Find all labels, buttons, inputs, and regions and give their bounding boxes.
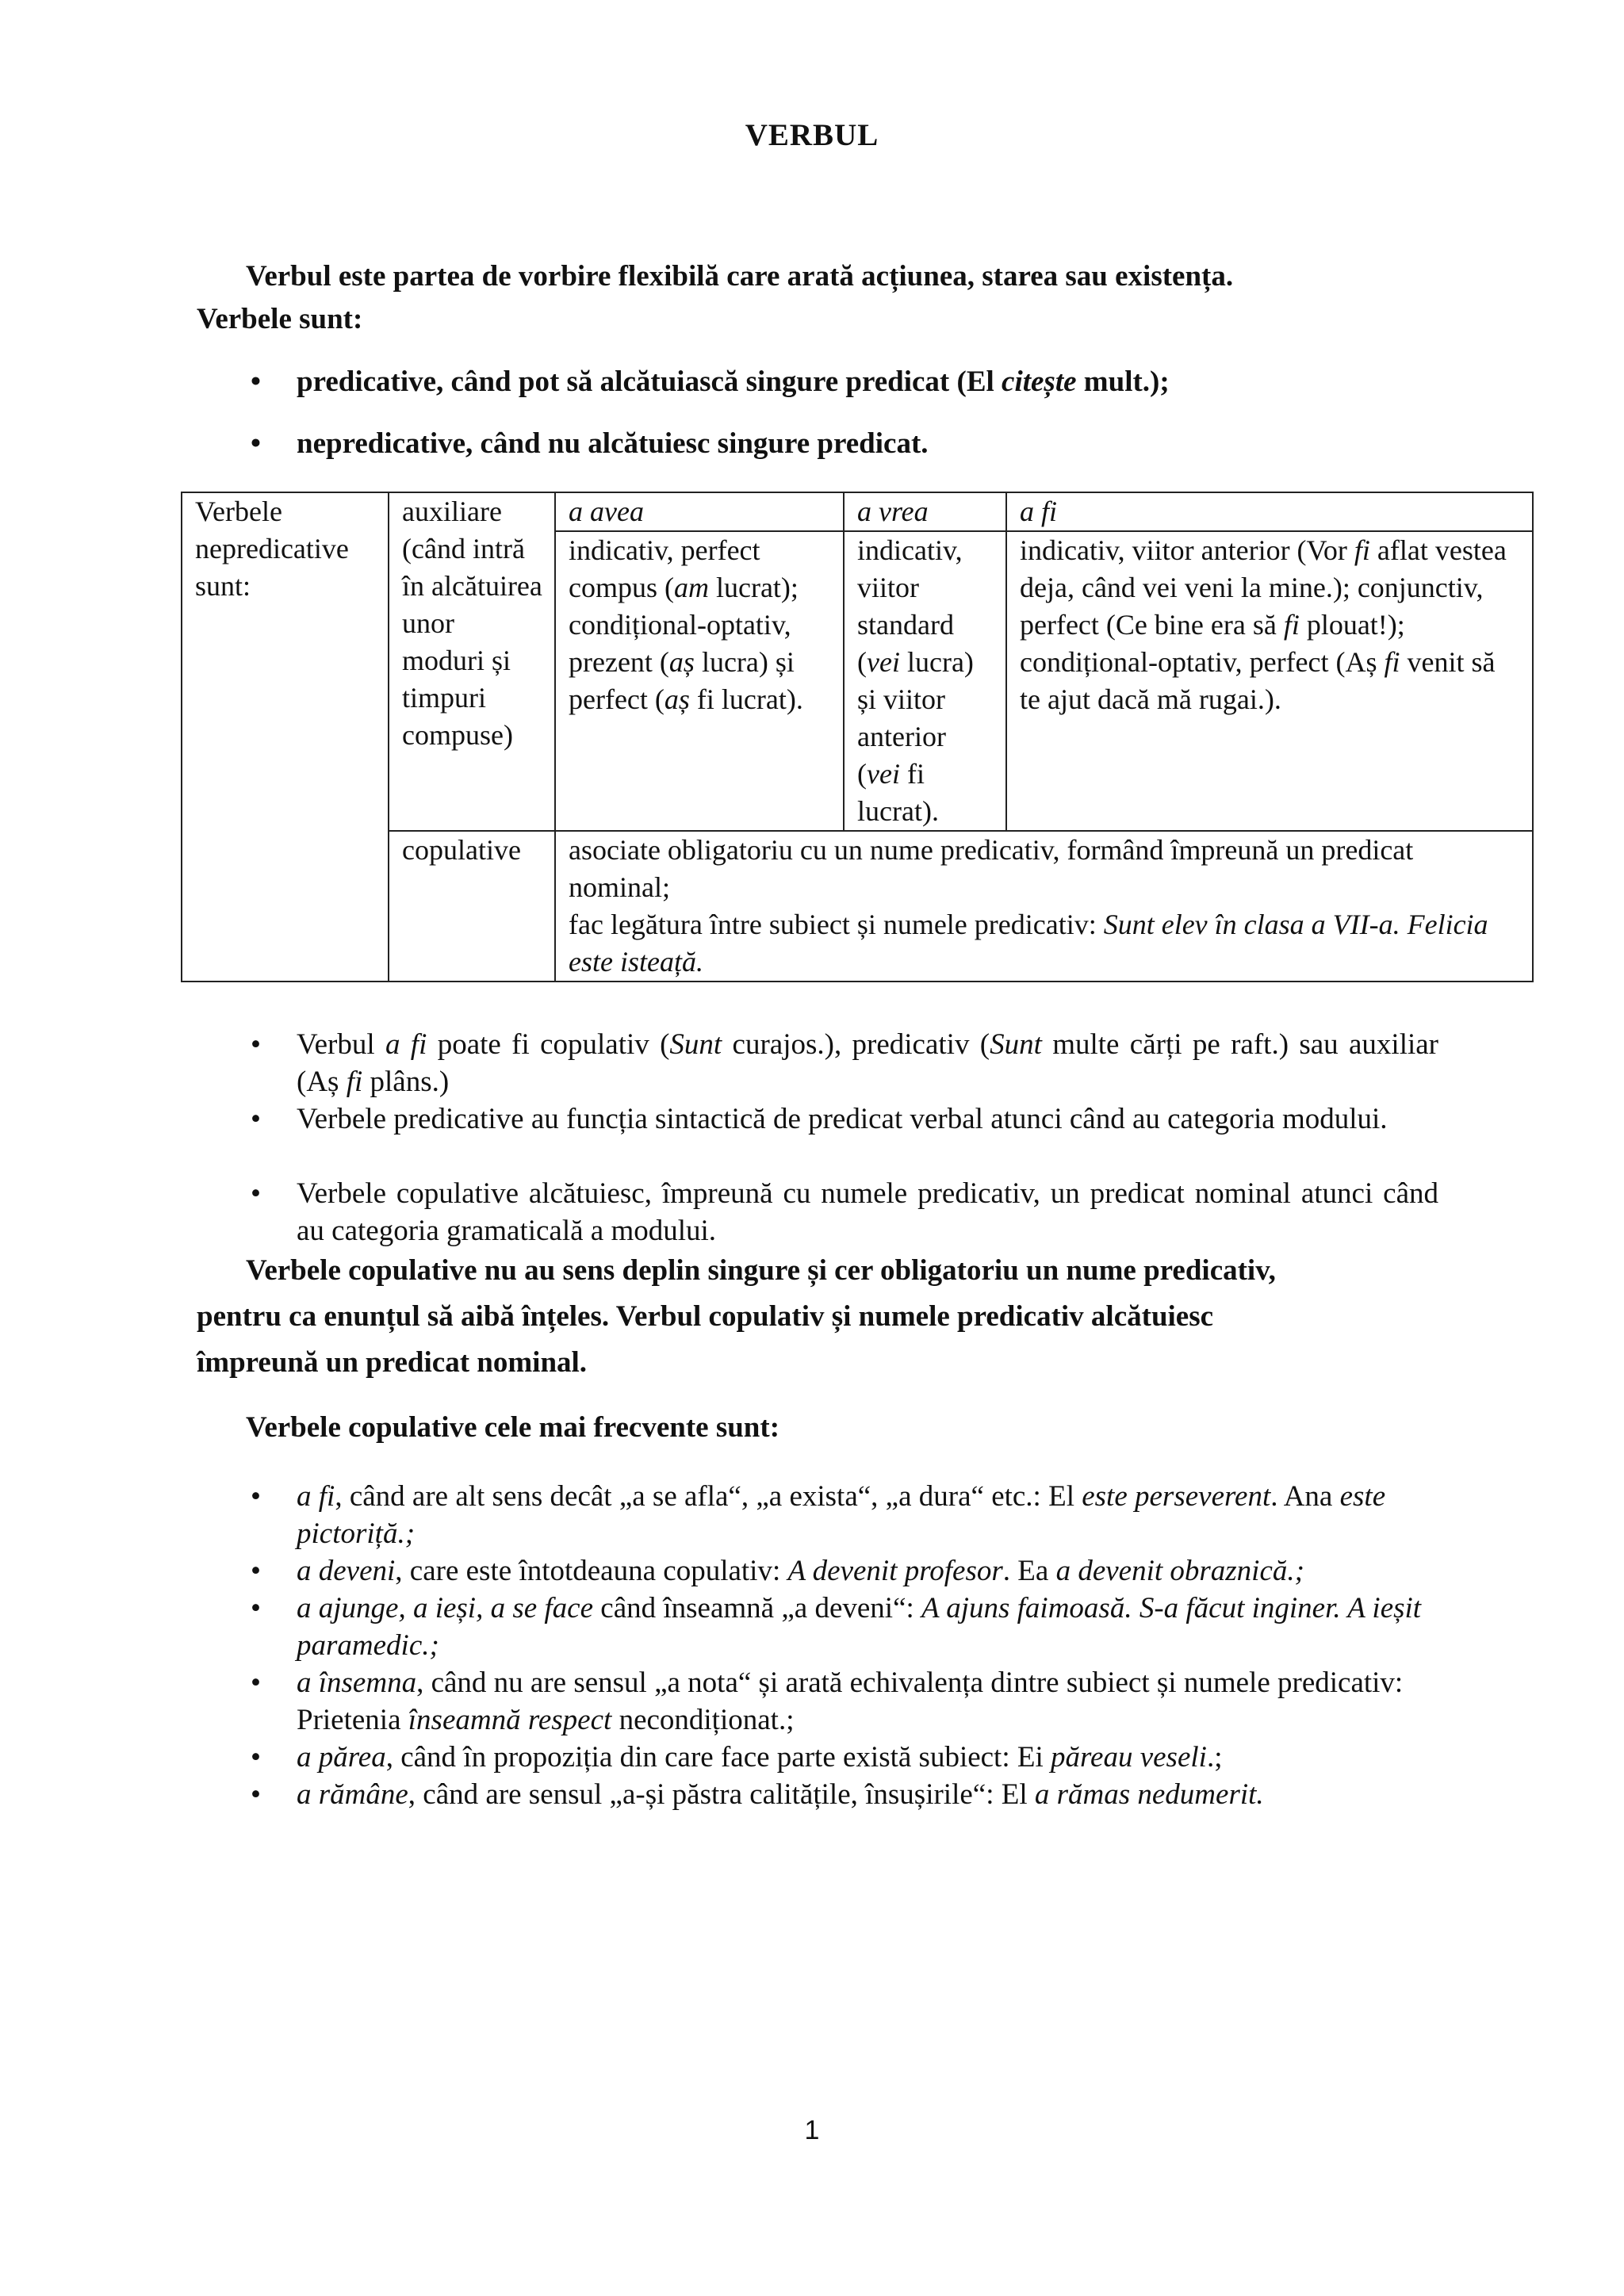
note-bullet-copulative: • Verbele copulative alcătuiesc, împreună cu numele predicativ, un predicat nominal atunci când au categoria gramaticală a modului.	[297, 1175, 1438, 1249]
table-cell-auxiliary-label: auxiliare (când intră în alcătuirea unor moduri și timpuri compuse)	[389, 492, 555, 831]
bullet-icon: •	[251, 1555, 261, 1587]
table-cell-a-fi: indicativ, viitor anterior (Vor fi aflat vestea deja, când vei veni la mine.); conjunctiv, perfect (Ce bine era să fi plouat!); condițional-optativ, perfect (Aș fi venit să te ajut dacă mă rugai.).	[1006, 531, 1533, 831]
table-header-a-avea: a avea	[555, 492, 844, 531]
bullet-icon: •	[251, 1741, 261, 1774]
note-bullet-predicative: • Verbele predicative au funcția sintactică de predicat verbal atunci când au categoria modului.	[297, 1100, 1438, 1138]
intro-line-list-lead: Verbele sunt:	[197, 303, 363, 335]
table-cell-category: Verbele nepredicative sunt:	[182, 492, 389, 982]
frequent-copulatives-heading: Verbele copulative cele mai frecvente sunt:	[246, 1411, 780, 1444]
nonpredicative-verbs-table	[181, 492, 1534, 982]
freq-bullet-a-fi: • a fi, când are alt sens decât „a se afla“, „a exista“, „a dura“ etc.: El este perseverent. Ana este pictoriță.;	[297, 1478, 1446, 1552]
note-bullet-a-fi: • Verbul a fi poate fi copulativ (Sunt curajos.), predicativ (Sunt multe cărți pe raft.) sau auxiliar (Aș fi plâns.)	[297, 1026, 1438, 1100]
bullet-icon: •	[251, 1592, 261, 1624]
freq-bullet-a-parea: • a părea, când în propoziția din care face parte există subiect: Ei păreau veseli.;	[297, 1739, 1486, 1776]
intro-paragraph	[197, 255, 1450, 341]
bullet-icon: •	[251, 1667, 261, 1699]
freq-bullet-a-ramane: • a rămâne, când are sensul „a-și păstra calitățile, însușirile“: El a rămas nedumerit.	[297, 1776, 1486, 1813]
bullet-icon: •	[251, 1778, 261, 1811]
bullet-icon: •	[251, 427, 261, 460]
bullet-icon: •	[251, 1103, 261, 1135]
table-cell-copulative-label: copulative	[389, 831, 555, 982]
intro-line-definition: Verbul este partea de vorbire flexibilă care arată acțiunea, starea sau existența.	[246, 260, 1234, 293]
freq-bullet-a-insemna: • a însemna, când nu are sensul „a nota“ și arată echivalența dintre subiect și numele predicativ: Prietenia înseamnă respect necondiționat.;	[297, 1664, 1438, 1739]
table-header-a-fi: a fi	[1006, 492, 1533, 531]
bullet-icon: •	[251, 365, 261, 398]
freq-bullet-a-deveni: • a deveni, care este întotdeauna copulativ: A devenit profesor. Ea a devenit obraznică.;	[297, 1552, 1486, 1590]
bullet-icon: •	[251, 1177, 261, 1210]
table-cell-a-vrea: indicativ, viitor standard (vei lucra) și viitor anterior (vei fi lucrat).	[844, 531, 1006, 831]
intro-bullet-predicative: • predicative, când pot să alcătuiască singure predicat (El citește mult.);	[297, 363, 1486, 400]
table-cell-a-avea: indicativ, perfect compus (am lucrat); condițional-optativ, prezent (aș lucra) și perfect (aș fi lucrat).	[555, 531, 844, 831]
copulative-explanation-paragraph: Verbele copulative nu au sens deplin singure și cer obligatoriu un nume predicativ, pentru ca enunțul să aibă înțeles. Verbul copulativ și numele predicativ alcătuiesc împreună un predicat nominal.	[197, 1254, 1276, 1379]
table-cell-copulative-description: asociate obligatoriu cu un nume predicativ, formând împreună un predicat nominal; fac legătura între subiect și numele predicativ: Sunt elev în clasa a VII-a. Felicia este isteață.	[555, 831, 1533, 982]
table-header-a-vrea: a vrea	[844, 492, 1006, 531]
bullet-icon: •	[251, 1480, 261, 1513]
bullet-icon: •	[251, 1028, 261, 1061]
page-title: VERBUL	[745, 118, 879, 152]
page-number: 1	[804, 2115, 820, 2145]
intro-bullet-nepredicative: • nepredicative, când nu alcătuiesc singure predicat.	[297, 425, 1486, 462]
freq-bullet-a-ajunge: • a ajunge, a ieși, a se face când înseamnă „a deveni“: A ajuns faimoasă. S-a făcut inginer. A ieșit paramedic.;	[297, 1590, 1438, 1664]
